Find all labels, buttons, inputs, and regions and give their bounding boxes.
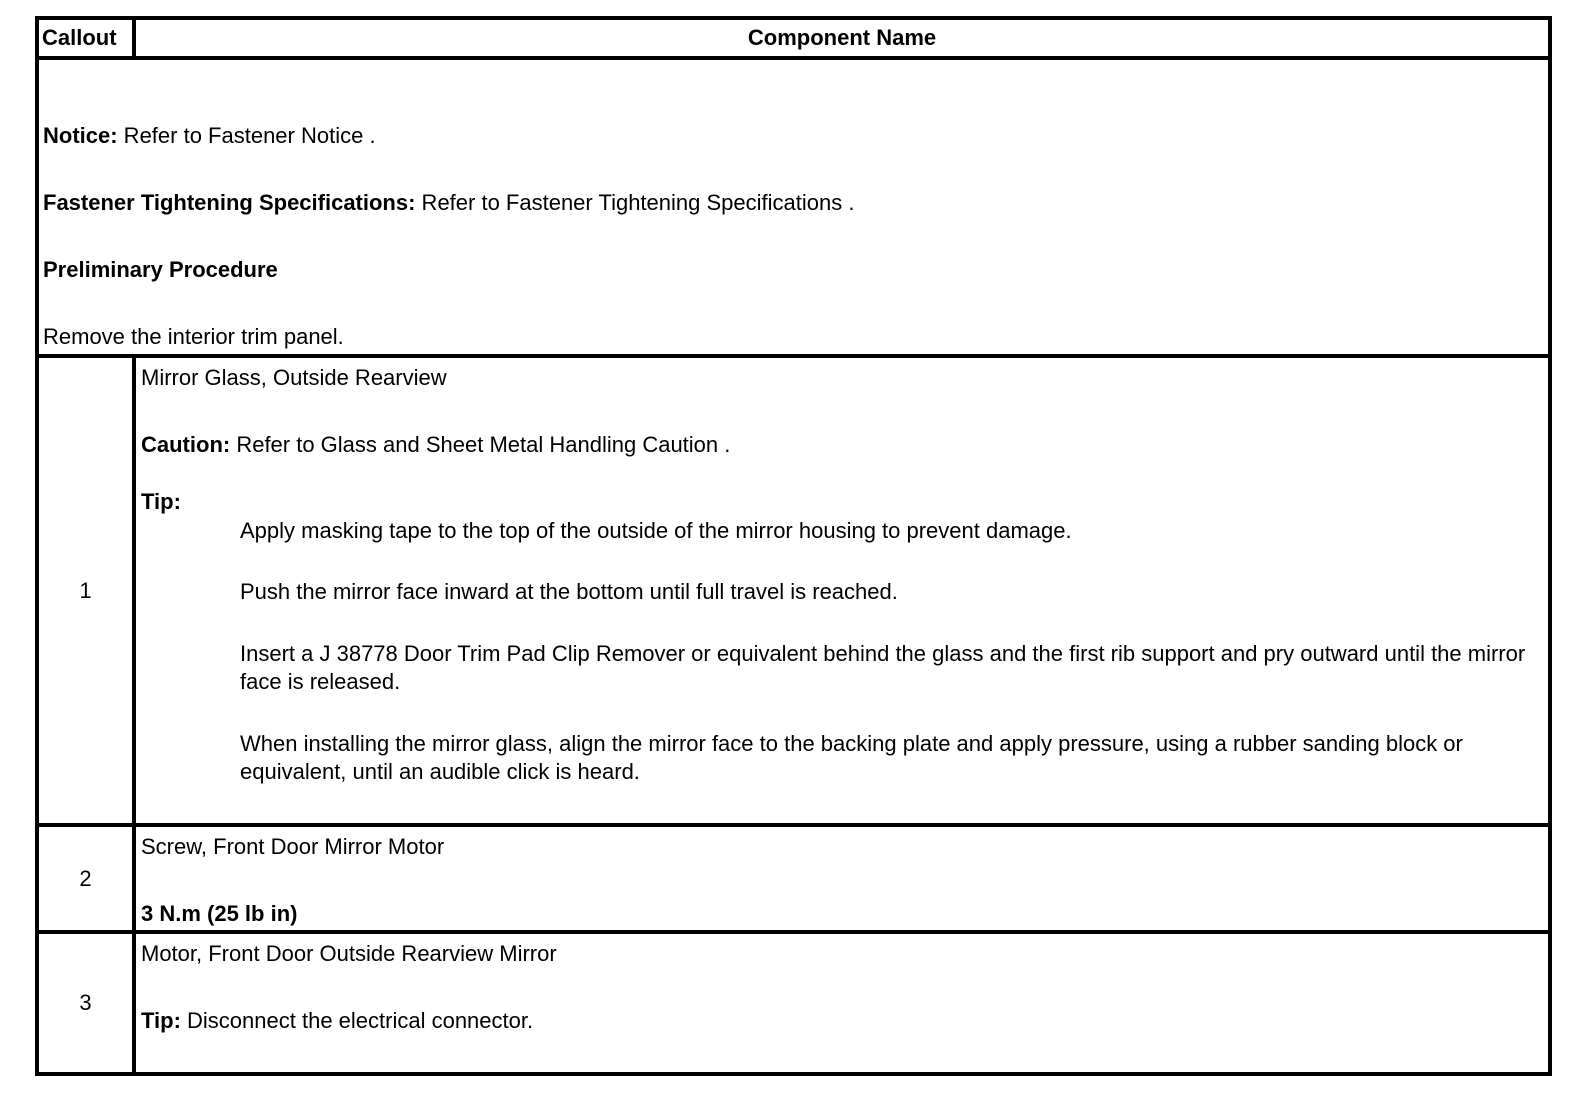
tip-item: Push the mirror face inward at the bottom until full travel is reached. — [240, 579, 898, 604]
procedure-table-container — [35, 16, 1552, 1076]
callout-number: 1 — [37, 356, 134, 825]
component-name-header: Component Name — [134, 18, 1550, 58]
notice-label: Notice: — [43, 123, 118, 148]
component-name: Mirror Glass, Outside Rearview — [141, 365, 447, 390]
callout-number: 3 — [37, 932, 134, 1074]
tip-line — [141, 1007, 533, 1035]
tip-item: Insert a J 38778 Door Trim Pad Clip Remover or equivalent behind the glass and the first rib support and pry outward until the mirror face is released. — [240, 641, 1526, 694]
tip-item: Apply masking tape to the top of the outside of the mirror housing to prevent damage. — [240, 518, 1072, 543]
preliminary-cell — [37, 58, 1550, 356]
tip-item: When installing the mirror glass, align the mirror face to the backing plate and apply pressure, using a rubber sanding block or equivalent, until an audible click is heard. — [240, 731, 1463, 784]
procedure-step: Remove the interior trim panel. — [43, 324, 344, 349]
caution-label: Caution: — [141, 432, 231, 457]
header-row — [37, 18, 1550, 58]
tip-label: Tip: — [141, 1008, 181, 1033]
fastener-spec-line — [43, 189, 854, 217]
procedure-table — [35, 16, 1552, 1076]
notice-line — [43, 122, 376, 150]
table-row — [37, 932, 1550, 1074]
caution-line — [141, 431, 730, 459]
notice-text: Refer to Fastener Notice . — [117, 123, 376, 148]
tip-text: Disconnect the electrical connector. — [180, 1008, 534, 1033]
fastener-spec-text: Refer to Fastener Tightening Specifications . — [415, 190, 855, 215]
callout-number: 2 — [37, 825, 134, 932]
component-cell — [134, 932, 1550, 1074]
component-name: Screw, Front Door Mirror Motor — [141, 834, 445, 859]
preliminary-row — [37, 58, 1550, 356]
tip-label: Tip: — [141, 489, 181, 514]
table-row — [37, 356, 1550, 825]
component-cell — [134, 825, 1550, 932]
fastener-spec-label: Fastener Tightening Specifications: — [43, 190, 416, 215]
caution-text: Refer to Glass and Sheet Metal Handling Caution . — [230, 432, 731, 457]
preliminary-procedure-heading — [43, 256, 278, 284]
torque-spec: 3 N.m (25 lb in) — [141, 901, 298, 926]
table-row — [37, 825, 1550, 932]
component-name: Motor, Front Door Outside Rearview Mirror — [141, 941, 557, 966]
procedure-heading-text: Preliminary Procedure — [43, 257, 278, 282]
callout-header: Callout — [37, 18, 134, 58]
component-cell — [134, 356, 1550, 825]
